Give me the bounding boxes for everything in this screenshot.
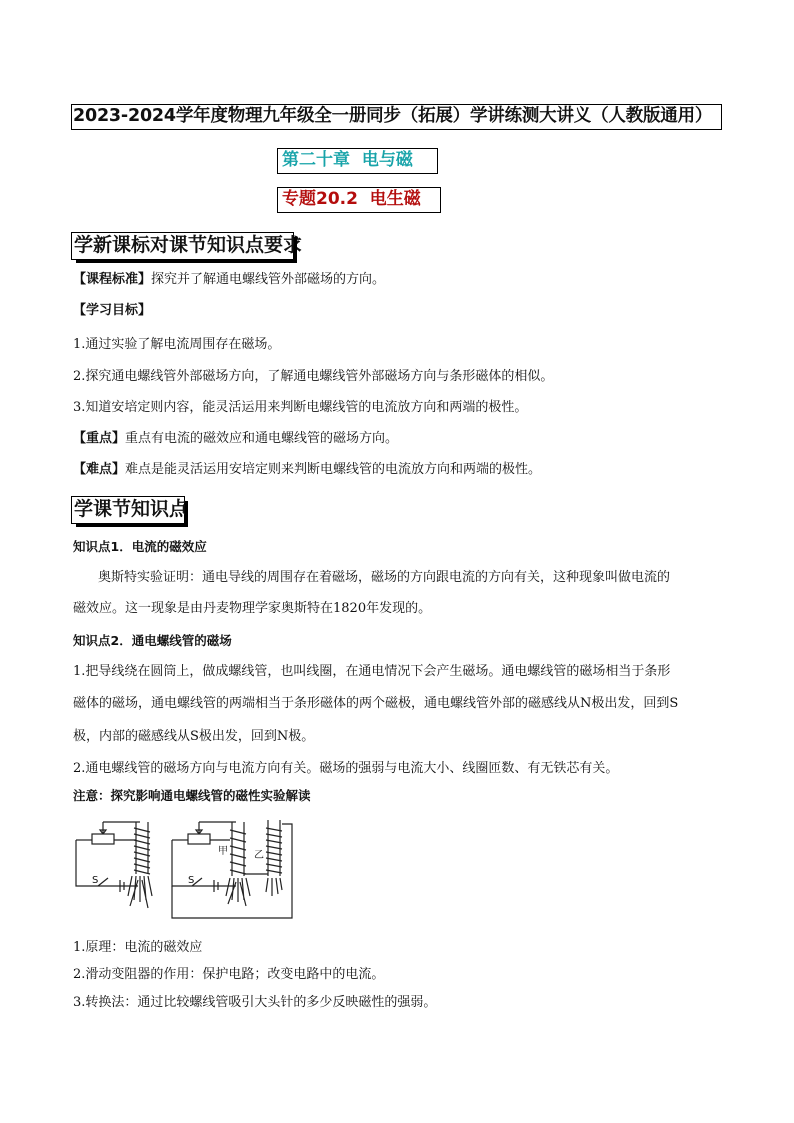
solenoid-label-yi: 乙 (254, 850, 264, 861)
standard-label: 【课程标准】 (73, 272, 152, 287)
knowledge-point-1-title: 知识点1．电流的磁效应 (73, 539, 207, 554)
switch-label-left: S (92, 875, 99, 886)
chapter-title: 第二十章 电与磁 (277, 148, 438, 174)
switch-label-right: S (188, 875, 195, 886)
curriculum-standard (73, 271, 385, 289)
goal-2: 2.探究通电螺线管外部磁场方向，了解通电螺线管外部磁场方向与条形磁体的相似。 (73, 369, 554, 384)
kp2-paragraph-line-2: 磁体的磁场，通电螺线管的两端相当于条形磁体的两个磁极，通电螺线管外部的磁感线从N极出发，回到S (73, 696, 679, 711)
note-item-3: 3.转换法：通过比较螺线管吸引大头针的多少反映磁性的强弱。 (73, 995, 437, 1010)
solenoid-jia (226, 822, 250, 906)
topic-title: 专题20.2 电生磁 (277, 187, 441, 213)
goal-1: 1.通过实验了解电流周围存在磁场。 (73, 337, 281, 352)
kp2-paragraph-line-1: 1.把导线绕在圆筒上，做成螺线管，也叫线圈，在通电情况下会产生磁场。通电螺线管的磁场相当于条形 (73, 664, 671, 679)
goal-3: 3.知道安培定则内容，能灵活运用来判断电螺线管的电流放方向和两端的极性。 (73, 400, 528, 415)
key-point (73, 430, 398, 448)
knowledge-point-2-title: 知识点2．通电螺线管的磁场 (73, 633, 232, 648)
solenoid-experiment-figure (72, 818, 308, 924)
section-heading-requirements: 学新课标对课节知识点要求 (71, 232, 294, 260)
solenoid-yi (266, 820, 282, 896)
key-label: 【重点】 (73, 431, 126, 446)
solenoid-label-jia: 甲 (218, 846, 228, 857)
kp1-paragraph-line-1: 奥斯特实验证明：通电导线的周围存在着磁场，磁场的方向跟电流的方向有关，这种现象叫做电流的 (98, 570, 671, 585)
kp2-paragraph-line-3: 极，内部的磁感线从S极出发，回到N极。 (73, 729, 315, 744)
note-item-2: 2.滑动变阻器的作用：保护电路；改变电路中的电流。 (73, 967, 385, 982)
note-title: 注意：探究影响通电螺线管的磁性实验解读 (73, 788, 311, 803)
note-item-1: 1.原理：电流的磁效应 (73, 940, 203, 955)
key-text: 重点有电流的磁效应和通电螺线管的磁场方向。 (125, 431, 399, 446)
difficulty-point (73, 461, 541, 479)
kp1-paragraph-line-2: 磁效应。这一现象是由丹麦物理学家奥斯特在1820年发现的。 (73, 601, 432, 616)
standard-text: 探究并了解通电螺线管外部磁场的方向。 (151, 272, 386, 287)
difficulty-text: 难点是能灵活运用安培定则来判断电螺线管的电流放方向和两端的极性。 (125, 462, 542, 477)
difficulty-label: 【难点】 (73, 462, 126, 477)
learning-goals-label (73, 302, 151, 320)
section-heading-knowledge: 学课节知识点 (71, 496, 185, 524)
goals-label: 【学习目标】 (73, 303, 152, 318)
left-solenoid (128, 822, 152, 908)
kp2-paragraph-line-4: 2.通电螺线管的磁场方向与电流方向有关。磁场的强弱与电流大小、线圈匝数、有无铁芯有关。 (73, 761, 619, 776)
document-title: 2023-2024学年度物理九年级全一册同步（拓展）学讲练测大讲义（人教版通用） (71, 104, 722, 130)
